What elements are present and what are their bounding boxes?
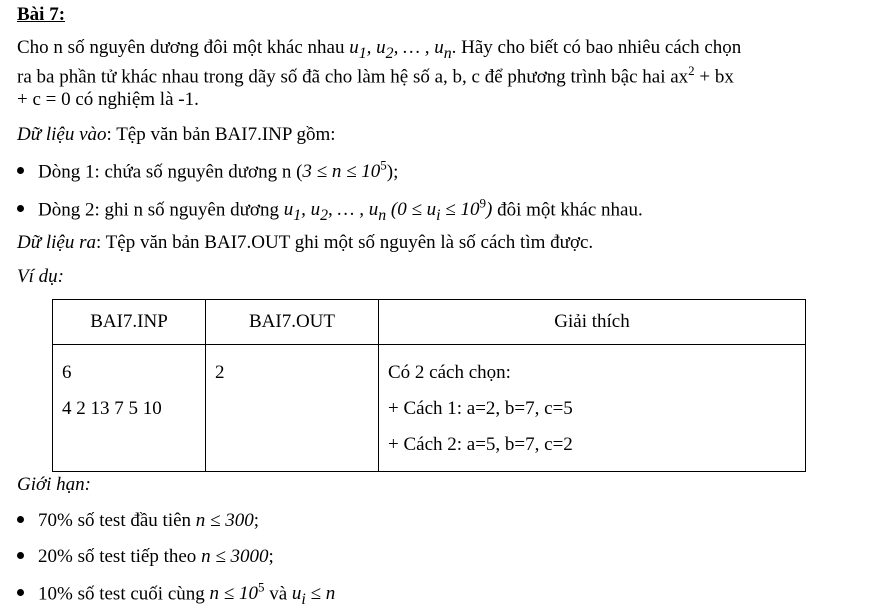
intro-line-1: Cho n số nguyên dương đôi một khác nhau $u_1$, $u_2$, … , $u_n$. Hãy cho biết có bao nhiêu cách chọn	[17, 37, 742, 62]
cell-explain: Có 2 cách chọn: + Cách 1: a=2, b=7, c=5 + Cách 2: a=5, b=7, c=2	[379, 345, 806, 472]
problem-title: Bài 7:	[17, 4, 66, 25]
limits-label: Giới hạn:	[17, 474, 91, 495]
example-label: Ví dụ:	[17, 266, 64, 287]
header-out: BAI7.OUT	[206, 300, 379, 345]
sequence-math: $u_1$, $u_2$, … , $u_n$	[349, 37, 452, 62]
limit-2: 20% số test tiếp theo n ≤ 3000;	[17, 546, 274, 568]
input-line-1: Dòng 1: chứa số nguyên dương n $(3 \le n \le 10^5)$;	[17, 158, 398, 183]
example-table	[52, 299, 806, 472]
intro-line-3: + c = 0 có nghiệm là -1.	[17, 89, 199, 110]
limit-3: 10% số test cuối cùng $n \le 10^5$ và $u_i \le n$	[17, 580, 335, 609]
intro-line-2: ra ba phần tử khác nhau trong dãy số đã cho làm hệ số a, b, c để phương trình bậc hai $ax^2$ + bx	[17, 63, 734, 88]
cell-out: 2	[206, 345, 379, 472]
header-inp: BAI7.INP	[53, 300, 206, 345]
bullet-icon	[17, 516, 24, 523]
input-spec: Dữ liệu vào: Tệp văn bản BAI7.INP gồm:	[17, 124, 336, 145]
input-line-2: Dòng 2: ghi n số nguyên dương $u_1$, $u_2$, … , $u_n$ $(0 \le u_i \le 10^9)$ đôi một khác nhau.	[17, 196, 643, 225]
bullet-icon	[17, 552, 24, 559]
bullet-icon	[17, 589, 24, 596]
header-explain: Giải thích	[379, 300, 806, 345]
cell-inp: 6 4 2 13 7 5 10	[53, 345, 206, 472]
bullet-icon	[17, 167, 24, 174]
output-spec: Dữ liệu ra: Tệp văn bản BAI7.OUT ghi một số nguyên là số cách tìm được.	[17, 232, 594, 253]
limit-1: 70% số test đầu tiên n ≤ 300;	[17, 510, 259, 532]
bullet-icon	[17, 205, 24, 212]
